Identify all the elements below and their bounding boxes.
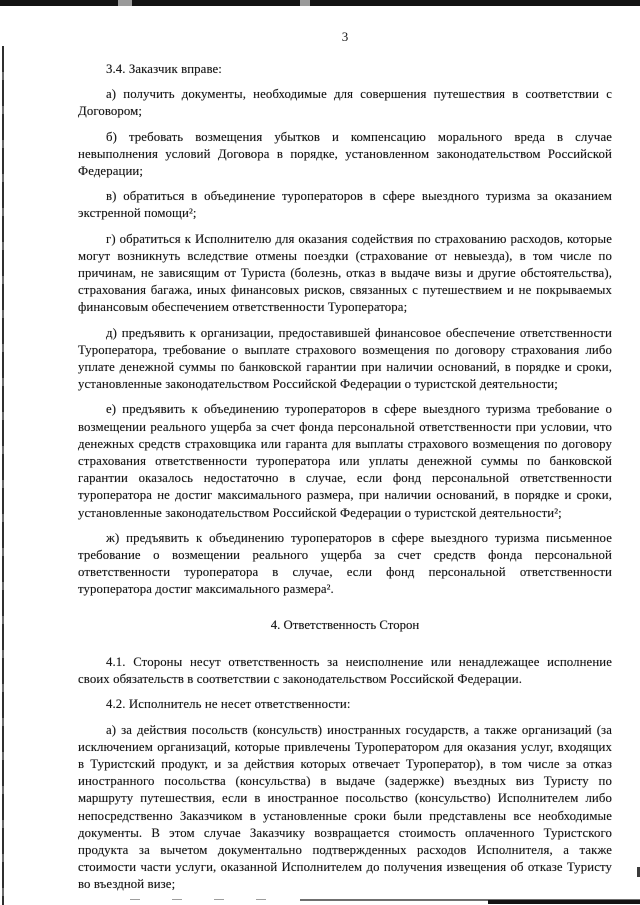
clause-3-4-item-e: е) предъявить к объединению туроператоров в сфере выездного туризма требование о возмещении реального ущерба за счет фонда персональной ответственности при условии, что денежных средств страховщика или гаранта для выплаты страхового возмещения по договору страхования ответственности туроператора или уплаты денежной суммы по банковской гарантии оказалось недостаточно в случае, если фонд персональной ответственности туроператора не достиг максимального размера, при наличии оснований, в порядке и сроки, установленные законодательством Российской Федерации о туристской деятельности²; xyxy=(78,402,612,520)
clause-3-4-item-d: д) предъявить к организации, предоставившей финансовое обеспечение ответственности Туроператора, требование о выплате страхового возмещения по договору страхования либо уплате денежной суммы по банковской гарантии при наличии оснований, в порядке и сроки, установленные законодательством Российской Федерации о туристской деятельности; xyxy=(78,325,612,392)
scan-artifact-left-edge xyxy=(2,46,4,905)
document-content xyxy=(78,28,612,902)
clause-3-4-item-b: б) требовать возмещения убытков и компенсацию морального вреда в случае невыполнения условий Договора в порядке, установленном законодательством Российской Федерации; xyxy=(78,129,612,179)
section-4-heading: 4. Ответственность Сторон xyxy=(270,617,420,632)
clause-3-4-title: 3.4. Заказчик вправе: xyxy=(106,62,222,76)
clause-3-4-item-a: а) получить документы, необходимые для совершения путешествия в соответствии с Договором; xyxy=(78,87,612,119)
scan-artifact-top-edge xyxy=(0,0,640,6)
clause-3-4-item-v: в) обратиться в объединение туроператоров в сфере выездного туризма за оказанием экстренной помощи²; xyxy=(78,189,612,221)
page-number: 3 xyxy=(341,29,349,44)
clause-4-1: 4.1. Стороны несут ответственность за неисполнение или ненадлежащее исполнение своих обязательств в соответствии с законодательством Российской Федерации. xyxy=(78,654,612,687)
clause-3-4-item-g: г) обратиться к Исполнителю для оказания содействия по страхованию расходов, которые могут возникнуть вследствие отмены поездки (страхование от невыезда), в том числе по причинам, не зависящим от Туриста (болезнь, отказ в выдаче визы и другие обстоятельства), страхования багажа, иных финансовых рисков, связанных с путешествием и не покрываемых финансовым обеспечением ответственности Туроператора; xyxy=(78,231,612,315)
clause-4-2: 4.2. Исполнитель не несет ответственности: xyxy=(106,697,351,712)
scan-artifact-notch xyxy=(300,0,310,6)
clause-3-4-item-zh: ж) предъявить к объединению туроператоров в сфере выездного туризма письменное требование о возмещении реального ущерба за счет средств фонда персональной ответственности туроператора в случае, если фонд персональной ответственности туроператора достиг максимального размера². xyxy=(78,530,612,597)
scan-artifact-notch xyxy=(118,0,132,6)
clause-4-2-item-a: а) за действия посольств (консульств) иностранных государств, а также организаций (за исключением организаций, которые привлечены Туроператором для оказания услуг, входящих в Туристский продукт, и за действия которых отвечает Туроператор), в том числе за отказ иностранного посольства (консульства) в выдаче (задержке) въездных виз Туристу по маршруту путешествия, если в иностранное посольство (консульство) Исполнителем либо непосредственно Заказчиком в установленные сроки были представлены все необходимые документы. В этом случае Заказчику возвращается стоимость оплаченного Туристского продукта за вычетом документально подтвержденных расходов Исполнителя, а также стоимости части услуги, оказанной Исполнителем до получения извещения об отказе Туристу во въездной визе; xyxy=(78,722,612,892)
